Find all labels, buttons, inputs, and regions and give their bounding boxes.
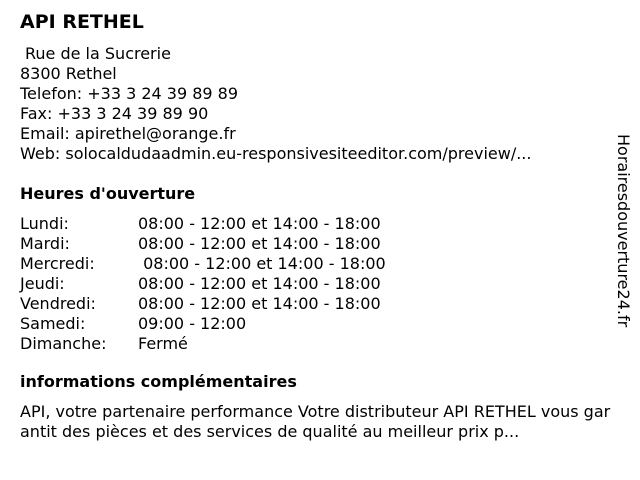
web-line: Web: solocaldudaadmin.eu-responsivesiteeditor.com/preview/... <box>20 144 532 163</box>
day-label: Vendredi: <box>20 294 96 313</box>
day-label: Mercredi: <box>20 254 95 273</box>
hours-value: 08:00 - 12:00 et 14:00 - 18:00 <box>138 254 386 273</box>
fax-line: Fax: +33 3 24 39 89 90 <box>20 104 209 123</box>
address-block <box>20 44 616 164</box>
hours-value: 09:00 - 12:00 <box>138 314 247 333</box>
hours-value: 08:00 - 12:00 et 14:00 - 18:00 <box>138 214 381 233</box>
day-label: Jeudi: <box>20 274 65 293</box>
opening-hours-heading: Heures d'ouverture <box>20 184 196 203</box>
hours-value: 08:00 - 12:00 et 14:00 - 18:00 <box>138 234 381 253</box>
hours-row-wednesday <box>20 254 386 274</box>
city-line: 8300 Rethel <box>20 64 117 83</box>
business-name: API RETHEL <box>20 11 144 33</box>
business-card <box>20 10 616 442</box>
street-address: Rue de la Sucrerie <box>25 44 171 63</box>
additional-info-text: API, votre partenaire performance Votre distributeur API RETHEL vous garantit des pièces et des services de qualité au meilleur prix p... <box>20 402 611 441</box>
day-label: Dimanche: <box>20 334 107 353</box>
day-label: Samedi: <box>20 314 86 333</box>
opening-hours-table <box>20 214 386 354</box>
hours-row-monday <box>20 214 386 234</box>
hours-value: Fermé <box>138 334 188 353</box>
day-label: Lundi: <box>20 214 69 233</box>
hours-row-friday <box>20 294 386 314</box>
additional-info-heading: informations complémentaires <box>20 372 297 391</box>
hours-row-sunday <box>20 334 386 354</box>
hours-row-saturday <box>20 314 386 334</box>
phone-line: Telefon: +33 3 24 39 89 89 <box>20 84 239 103</box>
email-line: Email: apirethel@orange.fr <box>20 124 236 143</box>
day-label: Mardi: <box>20 234 70 253</box>
hours-row-thursday <box>20 274 386 294</box>
hours-value: 08:00 - 12:00 et 14:00 - 18:00 <box>138 294 381 313</box>
hours-value: 08:00 - 12:00 et 14:00 - 18:00 <box>138 274 381 293</box>
hours-row-tuesday <box>20 234 386 254</box>
site-watermark: Horairesdouverture24.fr <box>614 134 633 328</box>
